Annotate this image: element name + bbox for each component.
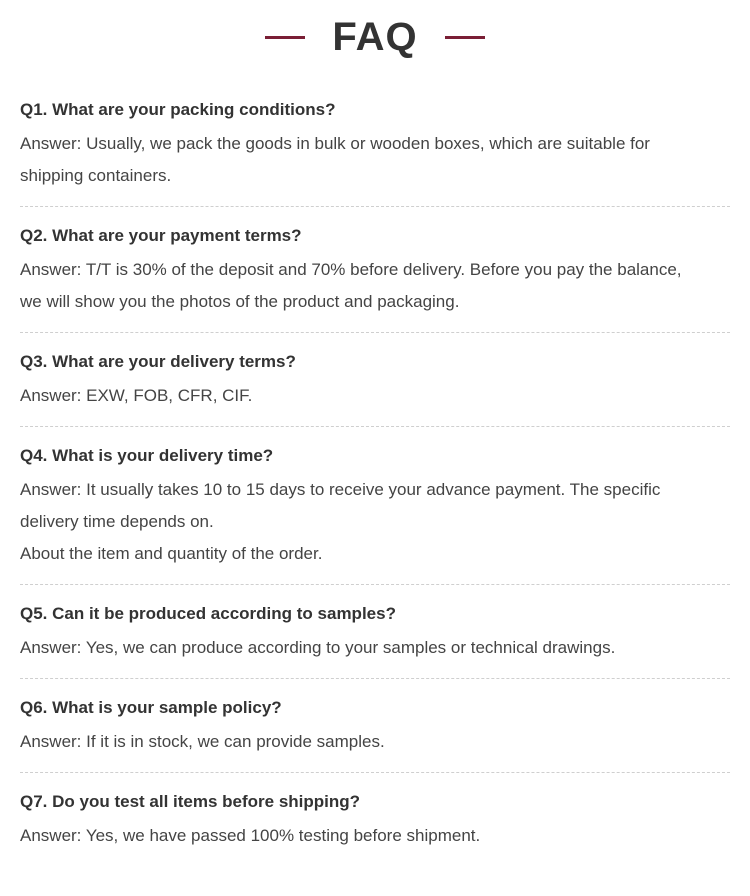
faq-question: Q6. What is your sample policy? <box>20 698 282 717</box>
faq-item <box>20 442 730 585</box>
faq-answer-line: delivery time depends on. <box>20 512 214 531</box>
faq-item <box>20 694 730 773</box>
faq-answer-line: Answer: Yes, we can produce according to your samples or technical drawings. <box>20 638 616 657</box>
faq-answer-line: shipping containers. <box>20 166 172 185</box>
faq-question: Q7. Do you test all items before shipping? <box>20 792 361 811</box>
faq-answer-line: Answer: EXW, FOB, CFR, CIF. <box>20 386 253 405</box>
faq-question: Q2. What are your payment terms? <box>20 226 302 245</box>
faq-item <box>20 348 730 427</box>
faq-question: Q4. What is your delivery time? <box>20 446 274 465</box>
faq-item <box>20 788 730 866</box>
faq-answer-line: Answer: It usually takes 10 to 15 days to receive your advance payment. The specific <box>20 480 661 499</box>
faq-header <box>0 0 750 76</box>
faq-answer-line: we will show you the photos of the product and packaging. <box>20 292 460 311</box>
title-decoration-right <box>445 36 485 39</box>
faq-answer-line: Answer: Yes, we have passed 100% testing before shipment. <box>20 826 481 845</box>
faq-answer-line: About the item and quantity of the order. <box>20 544 323 563</box>
faq-item <box>20 600 730 679</box>
faq-question: Q1. What are your packing conditions? <box>20 100 336 119</box>
faq-answer-line: Answer: T/T is 30% of the deposit and 70% before delivery. Before you pay the balance, <box>20 260 682 279</box>
faq-item <box>20 96 730 207</box>
faq-list <box>20 96 730 881</box>
page-title: FAQ <box>332 15 418 59</box>
faq-answer-line: Answer: If it is in stock, we can provide samples. <box>20 732 385 751</box>
faq-answer-line: Answer: Usually, we pack the goods in bulk or wooden boxes, which are suitable for <box>20 134 650 153</box>
faq-item <box>20 222 730 333</box>
faq-question: Q5. Can it be produced according to samples? <box>20 604 396 623</box>
faq-question: Q3. What are your delivery terms? <box>20 352 296 371</box>
